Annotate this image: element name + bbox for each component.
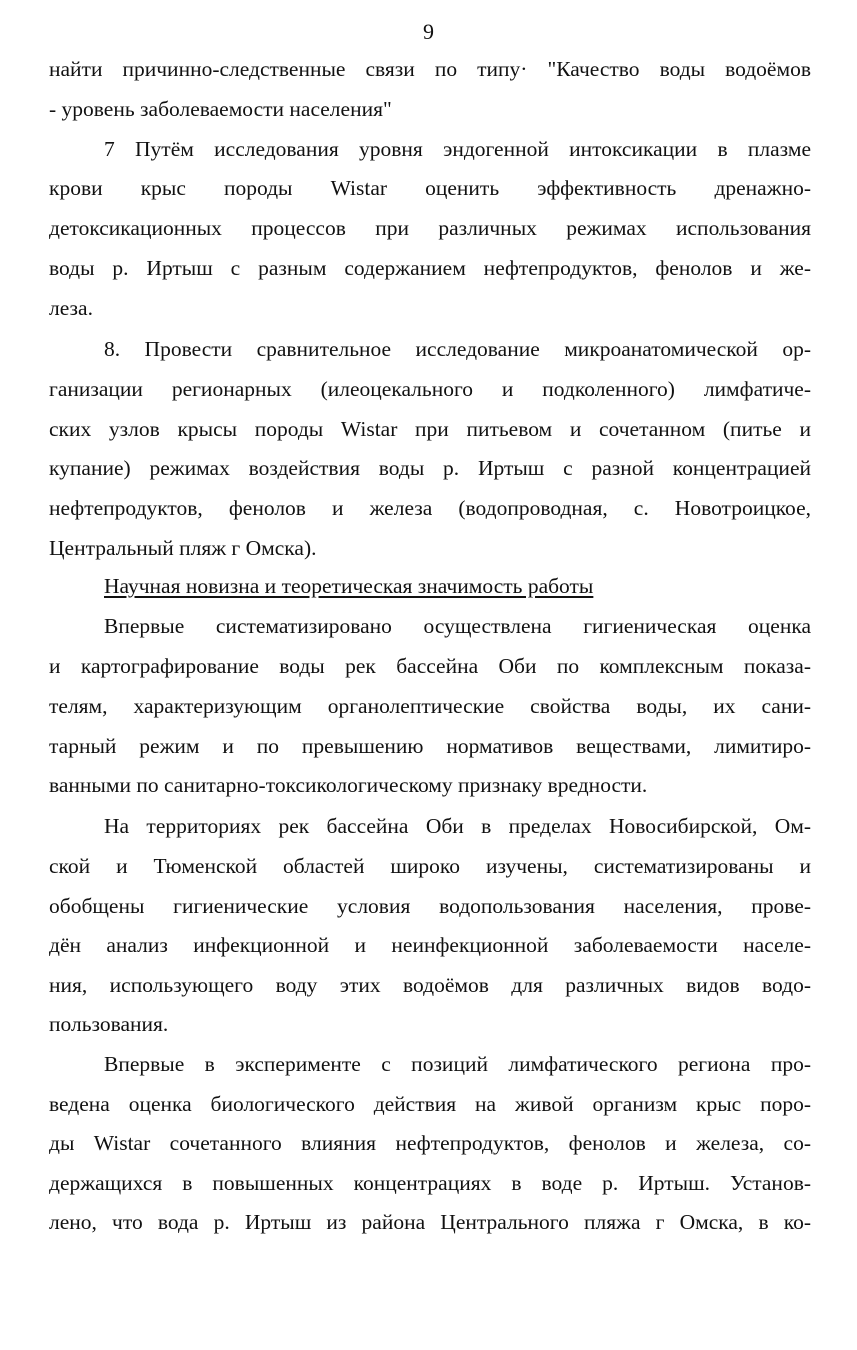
- section-heading: [104, 570, 811, 602]
- text-line: дён анализ инфекционной и неинфекционной заболеваемости населе-: [49, 933, 811, 957]
- text-line: На территориях рек бассейна Оби в пределах Новосибирской, Ом-: [104, 814, 811, 838]
- text-line: найти причинно-следственные связи по типу· "Качество воды водоёмов: [49, 57, 811, 81]
- text-line: ния, использующего воду этих водоёмов для различных видов водо-: [49, 973, 811, 997]
- text-line: ганизации регионарных (илеоцекального и подколенного) лимфатиче-: [49, 377, 811, 401]
- text-line: Впервые в эксперименте с позиций лимфатического региона про-: [104, 1052, 811, 1076]
- text-line: воды р. Иртыш с разным содержанием нефтепродуктов, фенолов и же-: [49, 256, 811, 280]
- text-line: пользования.: [49, 1012, 169, 1036]
- text-line: обобщены гигиенические условия водопользования населения, прове-: [49, 894, 811, 918]
- text-line: - уровень заболеваемости населения": [49, 97, 392, 121]
- text-line: ванными по санитарно-токсикологическому признаку вредности.: [49, 773, 648, 797]
- text-line: держащихся в повышенных концентрациях в воде р. Иртыш. Установ-: [49, 1171, 811, 1195]
- text-line: ды Wistar сочетанного влияния нефтепродуктов, фенолов и железа, со-: [49, 1131, 811, 1155]
- text-line: ведена оценка биологического действия на живой организм крыс поро-: [49, 1092, 811, 1116]
- text-line: нефтепродуктов, фенолов и железа (водопроводная, с. Новотроицкое,: [49, 496, 811, 520]
- text-line: тарный режим и по превышению нормативов веществами, лимитиро-: [49, 734, 811, 758]
- text-line: ских узлов крысы породы Wistar при питьевом и сочетанном (питье и: [49, 417, 811, 441]
- text-line: 7 Путём исследования уровня эндогенной интоксикации в плазме: [104, 137, 811, 161]
- text-line: леза.: [49, 296, 93, 320]
- text-line: лено, что вода р. Иртыш из района Центрального пляжа г Омска, в ко-: [49, 1210, 811, 1234]
- page-number: 9: [423, 19, 434, 44]
- text-line: телям, характеризующим органолептические свойства воды, их сани-: [49, 694, 811, 718]
- section-heading-text: Научная новизна и теоретическая значимость работы: [104, 574, 594, 598]
- text-line: Центральный пляж г Омска).: [49, 536, 317, 560]
- text-line: ской и Тюменской областей широко изучены, систематизированы и: [49, 854, 811, 878]
- text-line: 8. Провести сравнительное исследование микроанатомической ор-: [104, 337, 811, 361]
- text-line: крови крыс породы Wistar оценить эффективность дренажно-: [49, 176, 811, 200]
- text-line: Впервые систематизировано осуществлена гигиеническая оценка: [104, 614, 811, 638]
- text-line: и картографирование воды рек бассейна Оби по комплексным показа-: [49, 654, 811, 678]
- text-line: детоксикационных процессов при различных режимах использования: [49, 216, 811, 240]
- text-line: купание) режимах воздействия воды р. Иртыш с разной концентрацией: [49, 456, 811, 480]
